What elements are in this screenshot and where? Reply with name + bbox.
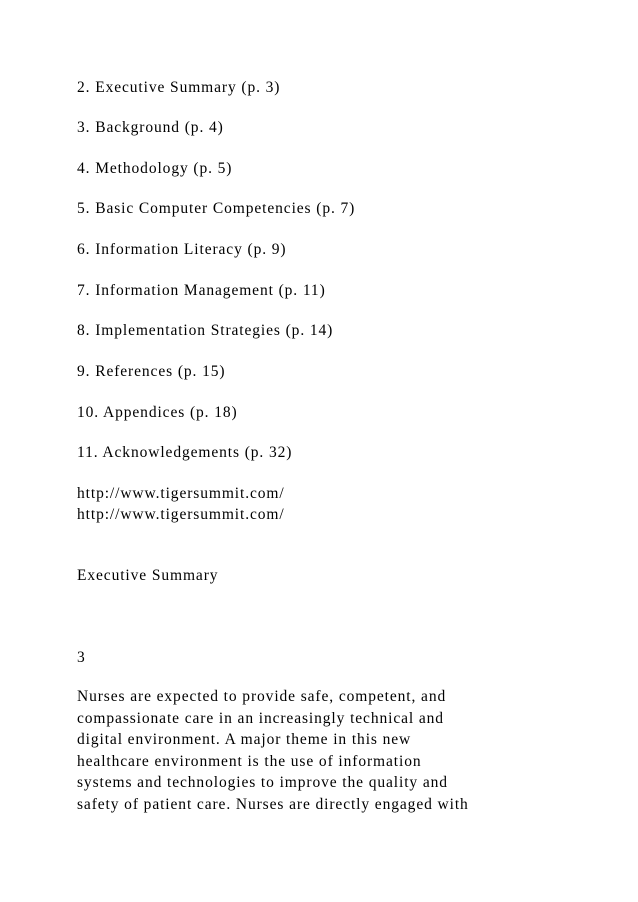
toc-entry-executive-summary: 2. Executive Summary (p. 3) bbox=[77, 79, 281, 96]
section-heading: Executive Summary bbox=[77, 567, 219, 584]
page-number: 3 bbox=[77, 649, 86, 666]
toc-entry-basic-computer-competencies: 5. Basic Computer Competencies (p. 7) bbox=[77, 200, 356, 217]
paragraph-line: healthcare environment is the use of information bbox=[77, 752, 422, 770]
paragraph-line: safety of patient care. Nurses are directly engaged with bbox=[77, 795, 469, 813]
url-link[interactable]: http://www.tigersummit.com/ bbox=[77, 506, 285, 523]
paragraph-line: Nurses are expected to provide safe, competent, and bbox=[77, 688, 447, 705]
toc-entry-methodology: 4. Methodology (p. 5) bbox=[77, 160, 233, 177]
toc-entry-information-management: 7. Information Management (p. 11) bbox=[77, 282, 326, 299]
body-paragraph bbox=[77, 686, 469, 816]
toc-entry-background: 3. Background (p. 4) bbox=[77, 119, 224, 136]
toc-entry-appendices: 10. Appendices (p. 18) bbox=[77, 404, 238, 421]
toc-entry-information-literacy: 6. Information Literacy (p. 9) bbox=[77, 241, 287, 258]
toc-entry-implementation-strategies: 8. Implementation Strategies (p. 14) bbox=[77, 322, 334, 339]
paragraph-line: systems and technologies to improve the quality and bbox=[77, 774, 448, 792]
toc-entry-acknowledgements: 11. Acknowledgements (p. 32) bbox=[77, 444, 293, 461]
paragraph-line: compassionate care in an increasingly technical and bbox=[77, 709, 444, 727]
toc-entry-references: 9. References (p. 15) bbox=[77, 363, 226, 380]
paragraph-line: digital environment. A major theme in this new bbox=[77, 731, 412, 749]
url-link[interactable]: http://www.tigersummit.com/ bbox=[77, 485, 285, 502]
